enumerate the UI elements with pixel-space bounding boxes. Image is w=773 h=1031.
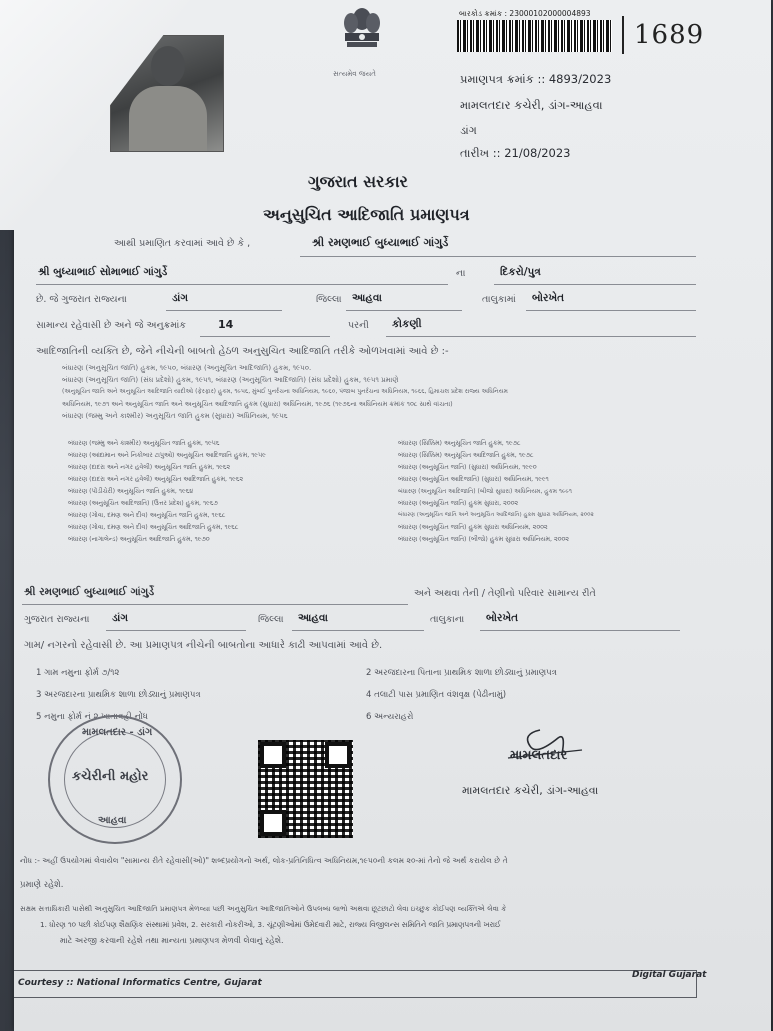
underline (36, 284, 448, 285)
underline (346, 310, 462, 311)
issue-date: તારીખ :: 21/08/2023 (460, 146, 571, 160)
underline (526, 310, 696, 311)
emblem-caption: સત્યમેવ જયતે (333, 70, 376, 78)
underline (386, 336, 696, 337)
basis-statement: ગામ/ નગરનો રહેવાસી છે. આ પ્રમાણપત્ર નીચેની બાબતોના આધારે કાઢી આપવામાં આવે છે. (24, 640, 383, 651)
tribe-label: પરની (348, 320, 369, 331)
underline (200, 336, 330, 337)
tribe-name: કોકણી (392, 318, 422, 330)
handwritten-number: 1689 (634, 20, 705, 50)
national-emblem-icon (335, 5, 389, 65)
district2-label: જિલ્લા (258, 614, 284, 625)
certificate-title: અનુસુચિત આદિજાતિ પ્રમાણપત્ર (263, 205, 470, 224)
order-list-item: બંધારણ (અનુસૂચિત જાતિ) હુકમ સુધારા અધિનિયમ, ૨૦૦૨ (398, 524, 548, 531)
order-list-item: બંધારણ (સિક્કિમ) અનુસૂચિત આદિજાતિ હુકમ, ૧૯૭૮ (398, 452, 534, 459)
underline (106, 630, 246, 631)
seal-top-text: મામલતદાર - ડાંગ (82, 727, 153, 738)
courtesy-text: Courtesy :: National Informatics Centre, Gujarat (18, 978, 262, 988)
basis-item: 6 અન્યરાહરો (366, 712, 414, 722)
legal-reference: અધિનિયમ, ૧૯૭૧ અને અનુસૂચિત જાતિ અને અનુસૂચિત આદિજાતિ હુકમ (સુધારા) અધિનિયમ, ૧૯૭૬ (૧૯૭૬ના અધિનિયમ ક્રમાંક ૧૦૮ સાથે વાંચતા) (62, 400, 453, 408)
state2-label: ગુજરાત રાજ્યના (24, 614, 90, 625)
order-list-item: બંધારણ (અનુસૂચિત જાતિ અને અનુસૂચિત આદિજાતિ) હુકમ સુધારા અધિનિયમ, ૨૦૦૨ (398, 512, 594, 518)
district-value: આહવા (352, 292, 382, 304)
na-label: ના (456, 268, 466, 279)
authority-note: 1. ધોરણ ૧૦ પછી કોઈપણ શૈક્ષણિક સંસ્થામાં પ્રવેશ, 2. સરકારી નોકરીઓ, 3. ચૂંટણીઓમાં ઉમેદવારી માટે, રાજ્ય વિજીલન્સ સમિતિને જાતિ પ્રમાણપત્રની ખરાઈ (40, 920, 501, 929)
applicant-name: શ્રી રમણભાઈ બુધ્યાભાઈ ગાંગુર્ડે (312, 236, 449, 249)
order-list-item: બંધારણ (અનુસૂચિત જાતિ) (સુધારા) અધિનિયમ, ૧૯૯૦ (398, 464, 537, 471)
state-label: છે. જે ગુજરાત રાજ્યના (36, 294, 127, 305)
government-title: ગુજરાત સરકાર (308, 172, 408, 191)
district2-value: આહવા (298, 612, 328, 624)
order-list-item: બંધારણ (સિક્કિમ) અનુસૂચિત જાતિ હુકમ, ૧૯૭૮ (398, 440, 521, 447)
seal-bottom-text: આહવા (98, 815, 127, 826)
note-text: પ્રમાણે રહેશે. (20, 880, 64, 890)
order-list-item: બંધારણ (નાગાલેન્ડ) અનુસૂચિત આદિજાતિ હુકમ, ૧૯૭૦ (68, 536, 210, 543)
order-list-item: બંધારણ (પોંડીચેરી) અનુસૂચિત જાતિ હુકમ, ૧૯૬૪ (68, 488, 194, 495)
underline (166, 310, 282, 311)
district-label: જિલ્લા (316, 294, 342, 305)
authority-note: માટે અરજી કરવાની રહેશે તથા માન્યતા પ્રમાણપત્ર મેળવી લેવાનું રહેશે. (60, 936, 284, 945)
order-list-item: બંધારણ (આંદામાન અને નિકોબાર ટાપુઓ) અનુસૂચિત આદિજાતિ હુકમ, ૧૯૫૯ (68, 452, 266, 459)
issuing-district: ડાંગ (460, 124, 477, 137)
order-list-item: બંધારણ (અનુસૂચિત આદિજાતિ) (બીજો સુધારા) અધિનિયમ, હુકમ ૧૯૯૧ (398, 488, 572, 495)
basis-item: 5 નમુના ફોર્મ નં ૨ ખાતાવહી નોંધ (36, 712, 149, 722)
family-residence-text: અને અથવા તેની / તેણીનો પરિવાર સામાન્ય રીતે (414, 588, 596, 599)
digital-gujarat-text: Digital Gujarat (632, 970, 707, 980)
village: ડાંગ (172, 292, 189, 304)
underline (292, 630, 424, 631)
issuing-office: મામલતદાર કચેરી, ડાંગ-આહવા (460, 98, 603, 112)
order-list-item: બંધારણ (દાદરા અને નગર હવેલી) અનુસૂચિત આદિજાતિ હુકમ, ૧૯૬૨ (68, 476, 244, 483)
underline (300, 256, 696, 257)
order-list-item: બંધારણ (અનુસૂચિત જાતિ) (બીજો) હુકમ સુધારા અધિનિયમ, ૨૦૦૨ (398, 536, 569, 543)
family-member-name: શ્રી રમણભાઈ બુધ્યાભાઈ ગાંગુર્ડે (24, 586, 155, 598)
order-list-item: બંધારણ (અનુસૂચિત આદિજાતિ) (ઉત્તર પ્રદેશ) હુકમ, ૧૯૬૭ (68, 500, 218, 507)
barcode (457, 20, 612, 52)
order-list-item: બંધારણ (જમ્મુ અને કાશ્મીર) અનુસૂચિત જાતિ હુકમ, ૧૯૫૬ (68, 440, 220, 447)
legal-reference: બંધારણ (અનુસૂચિત જાતિ) હુકમ, ૧૯૫૦, બંધારણ (અનુસૂચિત આદિજાતિ) હુકમ, ૧૯૫૦. (62, 364, 312, 372)
signatory-office: મામલતદાર કચેરી, ડાંગ-આહવા (462, 784, 599, 797)
basis-item: 3 અરજદારના પ્રાથમિક શાળા છોડ્યાનું પ્રમાણપત્ર (36, 690, 201, 700)
taluka-value: બોરખેત (532, 292, 565, 304)
order-list-item: બંધારણ (અનુસૂચિત આદિજાતિ) (સુધારા) અધિનિયમ, ૧૯૯૧ (398, 476, 549, 483)
taluka-label: તાલુકામાં (482, 294, 516, 305)
serial-number: 14 (218, 318, 234, 331)
basis-item: 2 અરજદારના પિતાના પ્રાથમિક શાળા છોડ્યાનું પ્રમાણપત્ર (366, 668, 557, 678)
seal-middle-text: કચેરીની મહોર (72, 769, 149, 784)
father-name: શ્રી બુધ્યાભાઈ સોમાભાઈ ગાંગુર્ડે (38, 266, 168, 278)
qr-code (258, 740, 353, 838)
legal-reference: (અનુસૂચિત જાતિ અને અનુસૂચિત આદિજાતિ યાદીઓ (ફેરફાર) હુકમ, ૧૯૫૬, મુંબઈ પુનર્રચના અધિનિયમ, ૧૯૬૦, પંજાબ પુનર્રચના અધિનિયમ, ૧૯૬૬, હિમાચલ પ્રદેશ રાજ્ય અધિનિયમ (62, 388, 508, 395)
underline (494, 284, 696, 285)
recognition-statement: આદિજાતિની વ્યક્તિ છે, જેને નીચેની બાબતો હેઠળ અનુસુચિત આદિજાતિ તરીકે ઓળખવામાં આવે છે :- (36, 346, 449, 357)
underline (480, 630, 680, 631)
order-list-item: બંધારણ (દાદરા અને નગર હવેલી) અનુસૂચિત જાતિ હુકમ, ૧૯૬૨ (68, 464, 231, 471)
order-list-item: બંધારણ (ગોવા, દમણ અને દીવ) અનુસૂચિત આદિજાતિ હુકમ, ૧૯૬૮ (68, 524, 239, 531)
order-list-item: બંધારણ (ગોવા, દમણ અને દીવ) અનુસૂચિત જાતિ હુકમ, ૧૯૬૮ (68, 512, 226, 519)
legal-reference: બંધારણ (અનુસૂચિત જાતિ) (સંઘ પ્રદેશો) હુકમ, ૧૯૫૧, બંધારણ (અનુસૂચિત આદિજાતિ) (સંઘ પ્રદેશો) હુકમ, ૧૯૫૧ પ્રમાણે (62, 376, 399, 384)
village2: ડાંગ (112, 612, 129, 624)
note-text: નોંધ :- અહીં ઉપયોગમાં લેવાયેલ "સામાન્ય રીતે રહેવાસી(ઓ)" શબ્દપ્રયોગનો અર્થ, લોક-પ્રતિનિધિત્વ અધિનિયમ,૧૯૫૦ની કલમ ૨૦-માં તેનો જે અર્થ કરાયેલ છે તે (20, 856, 508, 865)
certificate-number: પ્રમાણપત્ર ક્રમાંક :: 4893/2023 (460, 72, 612, 86)
resident-label: સામાન્ય રહેવાસી છે અને જે અનુક્રમાંક (36, 320, 186, 331)
authority-note: સક્ષમ સત્તાધિકારી પાસેથી અનુસુચિત આદિજાતિ પ્રમાણપત્ર મેળવ્યા પછી અનુસુચિત આદિજાતિઓને ઉપલબ્ધ લાભો અથવા છૂટછાટો લેવા ઇચ્છુક કોઈપણ વ્યક્તિએ લેવા કે (20, 904, 507, 913)
order-list-item: બંધારણ (અનુસૂચિત જાતિ) હુકમ સુધારા, ૨૦૦૨ (398, 500, 519, 507)
taluka2-label: તાલુકાના (430, 614, 465, 625)
relation: દિકરો/પુત્ર (500, 266, 541, 278)
ink-stroke (622, 16, 624, 54)
official-seal (48, 715, 182, 844)
legal-reference: બંધારણ (જમ્મુ અને કાશ્મીર) અનુસૂચિત જાતિ હુકમ (સુધારા) અધિનિયમ, ૧૯૫૬ (62, 412, 288, 420)
basis-item: 4 તલાટી પાસ પ્રમાણિત વંશવૃક્ષ (પેઢીનામું) (366, 690, 507, 700)
barcode-label: બારકોડ ક્રમાંક : 23000102000004893 (459, 9, 591, 18)
signature-text: મામલતદાર (510, 748, 568, 763)
underline (22, 604, 408, 605)
basis-item: 1 ગામ નમુના ફોર્મ ૭/૧૨ (36, 668, 120, 678)
taluka2-value: બોરખેત (486, 612, 519, 624)
certify-prefix: આથી પ્રમાણિત કરવામાં આવે છે કે , (114, 238, 251, 249)
